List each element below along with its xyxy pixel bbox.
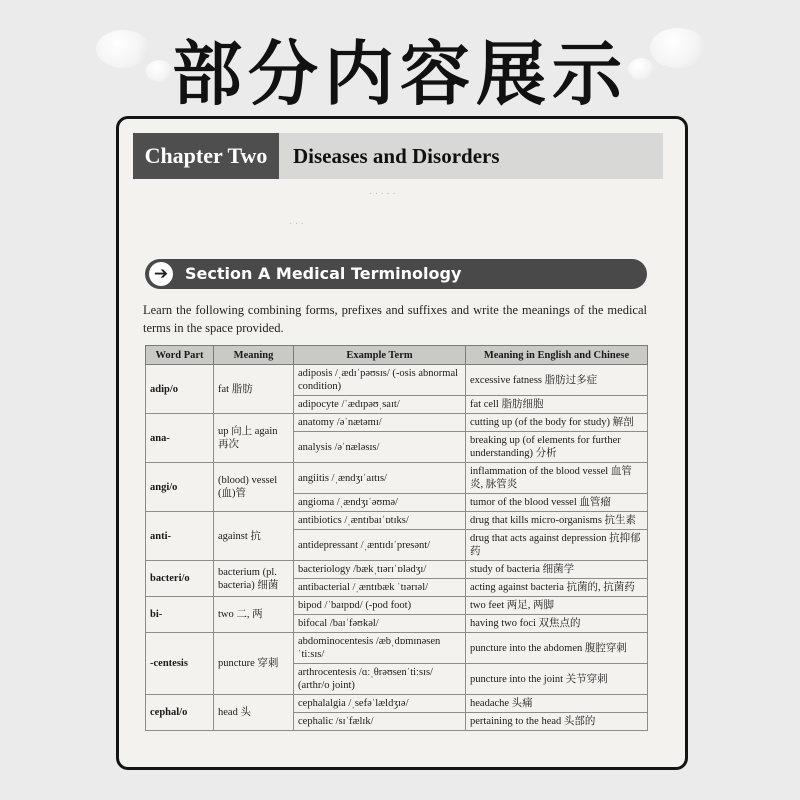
example-term-cell: bipod /ˈbaɪpɒd/ (-pod foot) — [294, 597, 466, 615]
example-term-cell: antidepressant /ˌæntɪdɪˈpresənt/ — [294, 530, 466, 561]
arrow-right-circle-icon: ➔ — [149, 262, 173, 286]
bleed-through-text: · · · · · — [369, 189, 396, 200]
column-header-word-part: Word Part — [146, 346, 214, 365]
banner-title: 部分内容展示 — [172, 33, 628, 115]
chapter-title: Diseases and Disorders — [293, 144, 500, 168]
example-term-cell: cephalic /sɪˈfælɪk/ — [294, 713, 466, 731]
meaning-cell: (blood) vessel (血)管 — [214, 463, 294, 512]
column-header-meaning: Meaning — [214, 346, 294, 365]
example-term-cell: bacteriology /bækˌtɪərɪˈɒlədʒɪ/ — [294, 561, 466, 579]
example-term-cell: antibacterial /ˌæntɪbæk ˈtɪərɪəl/ — [294, 579, 466, 597]
meaning-cell: up 向上 again 再次 — [214, 414, 294, 463]
word-part-cell: bacteri/o — [146, 561, 214, 597]
definition-cell: having two foci 双焦点的 — [466, 615, 648, 633]
definition-cell: pertaining to the head 头部的 — [466, 713, 648, 731]
definition-cell: breaking up (of elements for further understanding) 分析 — [466, 432, 648, 463]
word-part-cell: adip/o — [146, 365, 214, 414]
meaning-cell: bacterium (pl. bacteria) 细菌 — [214, 561, 294, 597]
column-header-example-term: Example Term — [294, 346, 466, 365]
example-term-cell: angioma /ˌændʒɪˈəʊmə/ — [294, 494, 466, 512]
chapter-label: Chapter Two — [133, 133, 279, 179]
definition-cell: acting against bacteria 抗菌的, 抗菌药 — [466, 579, 648, 597]
bleed-through-text: · · · — [289, 219, 304, 230]
definition-cell: fat cell 脂肪细胞 — [466, 396, 648, 414]
definition-cell: tumor of the blood vessel 血管瘤 — [466, 494, 648, 512]
word-part-cell: angi/o — [146, 463, 214, 512]
table-row — [146, 561, 648, 579]
example-term-cell: cephalalgia /ˌsefəˈlældʒɪə/ — [294, 695, 466, 713]
example-term-cell: bifocal /baɪˈfəʊkəl/ — [294, 615, 466, 633]
meaning-cell: head 头 — [214, 695, 294, 731]
example-term-cell: angiitis /ˌændʒɪˈaɪtɪs/ — [294, 463, 466, 494]
example-term-cell: arthrocentesis /ɑːˌθrəʊsenˈtiːsɪs/ (arthr/o joint) — [294, 664, 466, 695]
meaning-cell: against 抗 — [214, 512, 294, 561]
example-term-cell: anatomy /əˈnætəmɪ/ — [294, 414, 466, 432]
table-row — [146, 463, 648, 494]
meaning-cell: puncture 穿刺 — [214, 633, 294, 695]
definition-cell: two feet 两足, 两脚 — [466, 597, 648, 615]
table-row — [146, 414, 648, 432]
definition-cell: headache 头痛 — [466, 695, 648, 713]
book-page — [116, 116, 688, 770]
table-row — [146, 512, 648, 530]
example-term-cell: adipocyte /ˈædɪpəʊˌsaɪt/ — [294, 396, 466, 414]
instructions-paragraph: Learn the following combining forms, prefixes and suffixes and write the meanings of the medical terms in the space provided. — [143, 303, 647, 335]
table-row — [146, 597, 648, 615]
word-part-cell: bi- — [146, 597, 214, 633]
definition-cell: study of bacteria 细菌学 — [466, 561, 648, 579]
definition-cell: inflammation of the blood vessel 血管炎, 脉管炎 — [466, 463, 648, 494]
meaning-cell: fat 脂肪 — [214, 365, 294, 414]
example-term-cell: adiposis /ˌædɪˈpəʊsɪs/ (-osis abnormal condition) — [294, 365, 466, 396]
terminology-table — [145, 345, 648, 731]
word-part-cell: ana- — [146, 414, 214, 463]
table-row — [146, 365, 648, 396]
table-row — [146, 633, 648, 664]
example-term-cell: analysis /əˈnæləsɪs/ — [294, 432, 466, 463]
word-part-cell: -centesis — [146, 633, 214, 695]
definition-cell: drug that kills micro-organisms 抗生素 — [466, 512, 648, 530]
table-header-row — [146, 346, 648, 365]
column-header-english-chinese: Meaning in English and Chinese — [466, 346, 648, 365]
definition-cell: excessive fatness 脂肪过多症 — [466, 365, 648, 396]
definition-cell: drug that acts against depression 抗抑郁药 — [466, 530, 648, 561]
definition-cell: puncture into the abdomen 腹腔穿刺 — [466, 633, 648, 664]
example-term-cell: abdominocentesis /æbˌdɒmɪnəsenˈtiːsɪs/ — [294, 633, 466, 664]
example-term-cell: antibiotics /ˌæntɪbaɪˈɒtɪks/ — [294, 512, 466, 530]
word-part-cell: cephal/o — [146, 695, 214, 731]
table-row — [146, 695, 648, 713]
definition-cell: puncture into the joint 关节穿刺 — [466, 664, 648, 695]
section-title: Section A Medical Terminology — [185, 264, 462, 283]
meaning-cell: two 二, 两 — [214, 597, 294, 633]
definition-cell: cutting up (of the body for study) 解剖 — [466, 414, 648, 432]
word-part-cell: anti- — [146, 512, 214, 561]
